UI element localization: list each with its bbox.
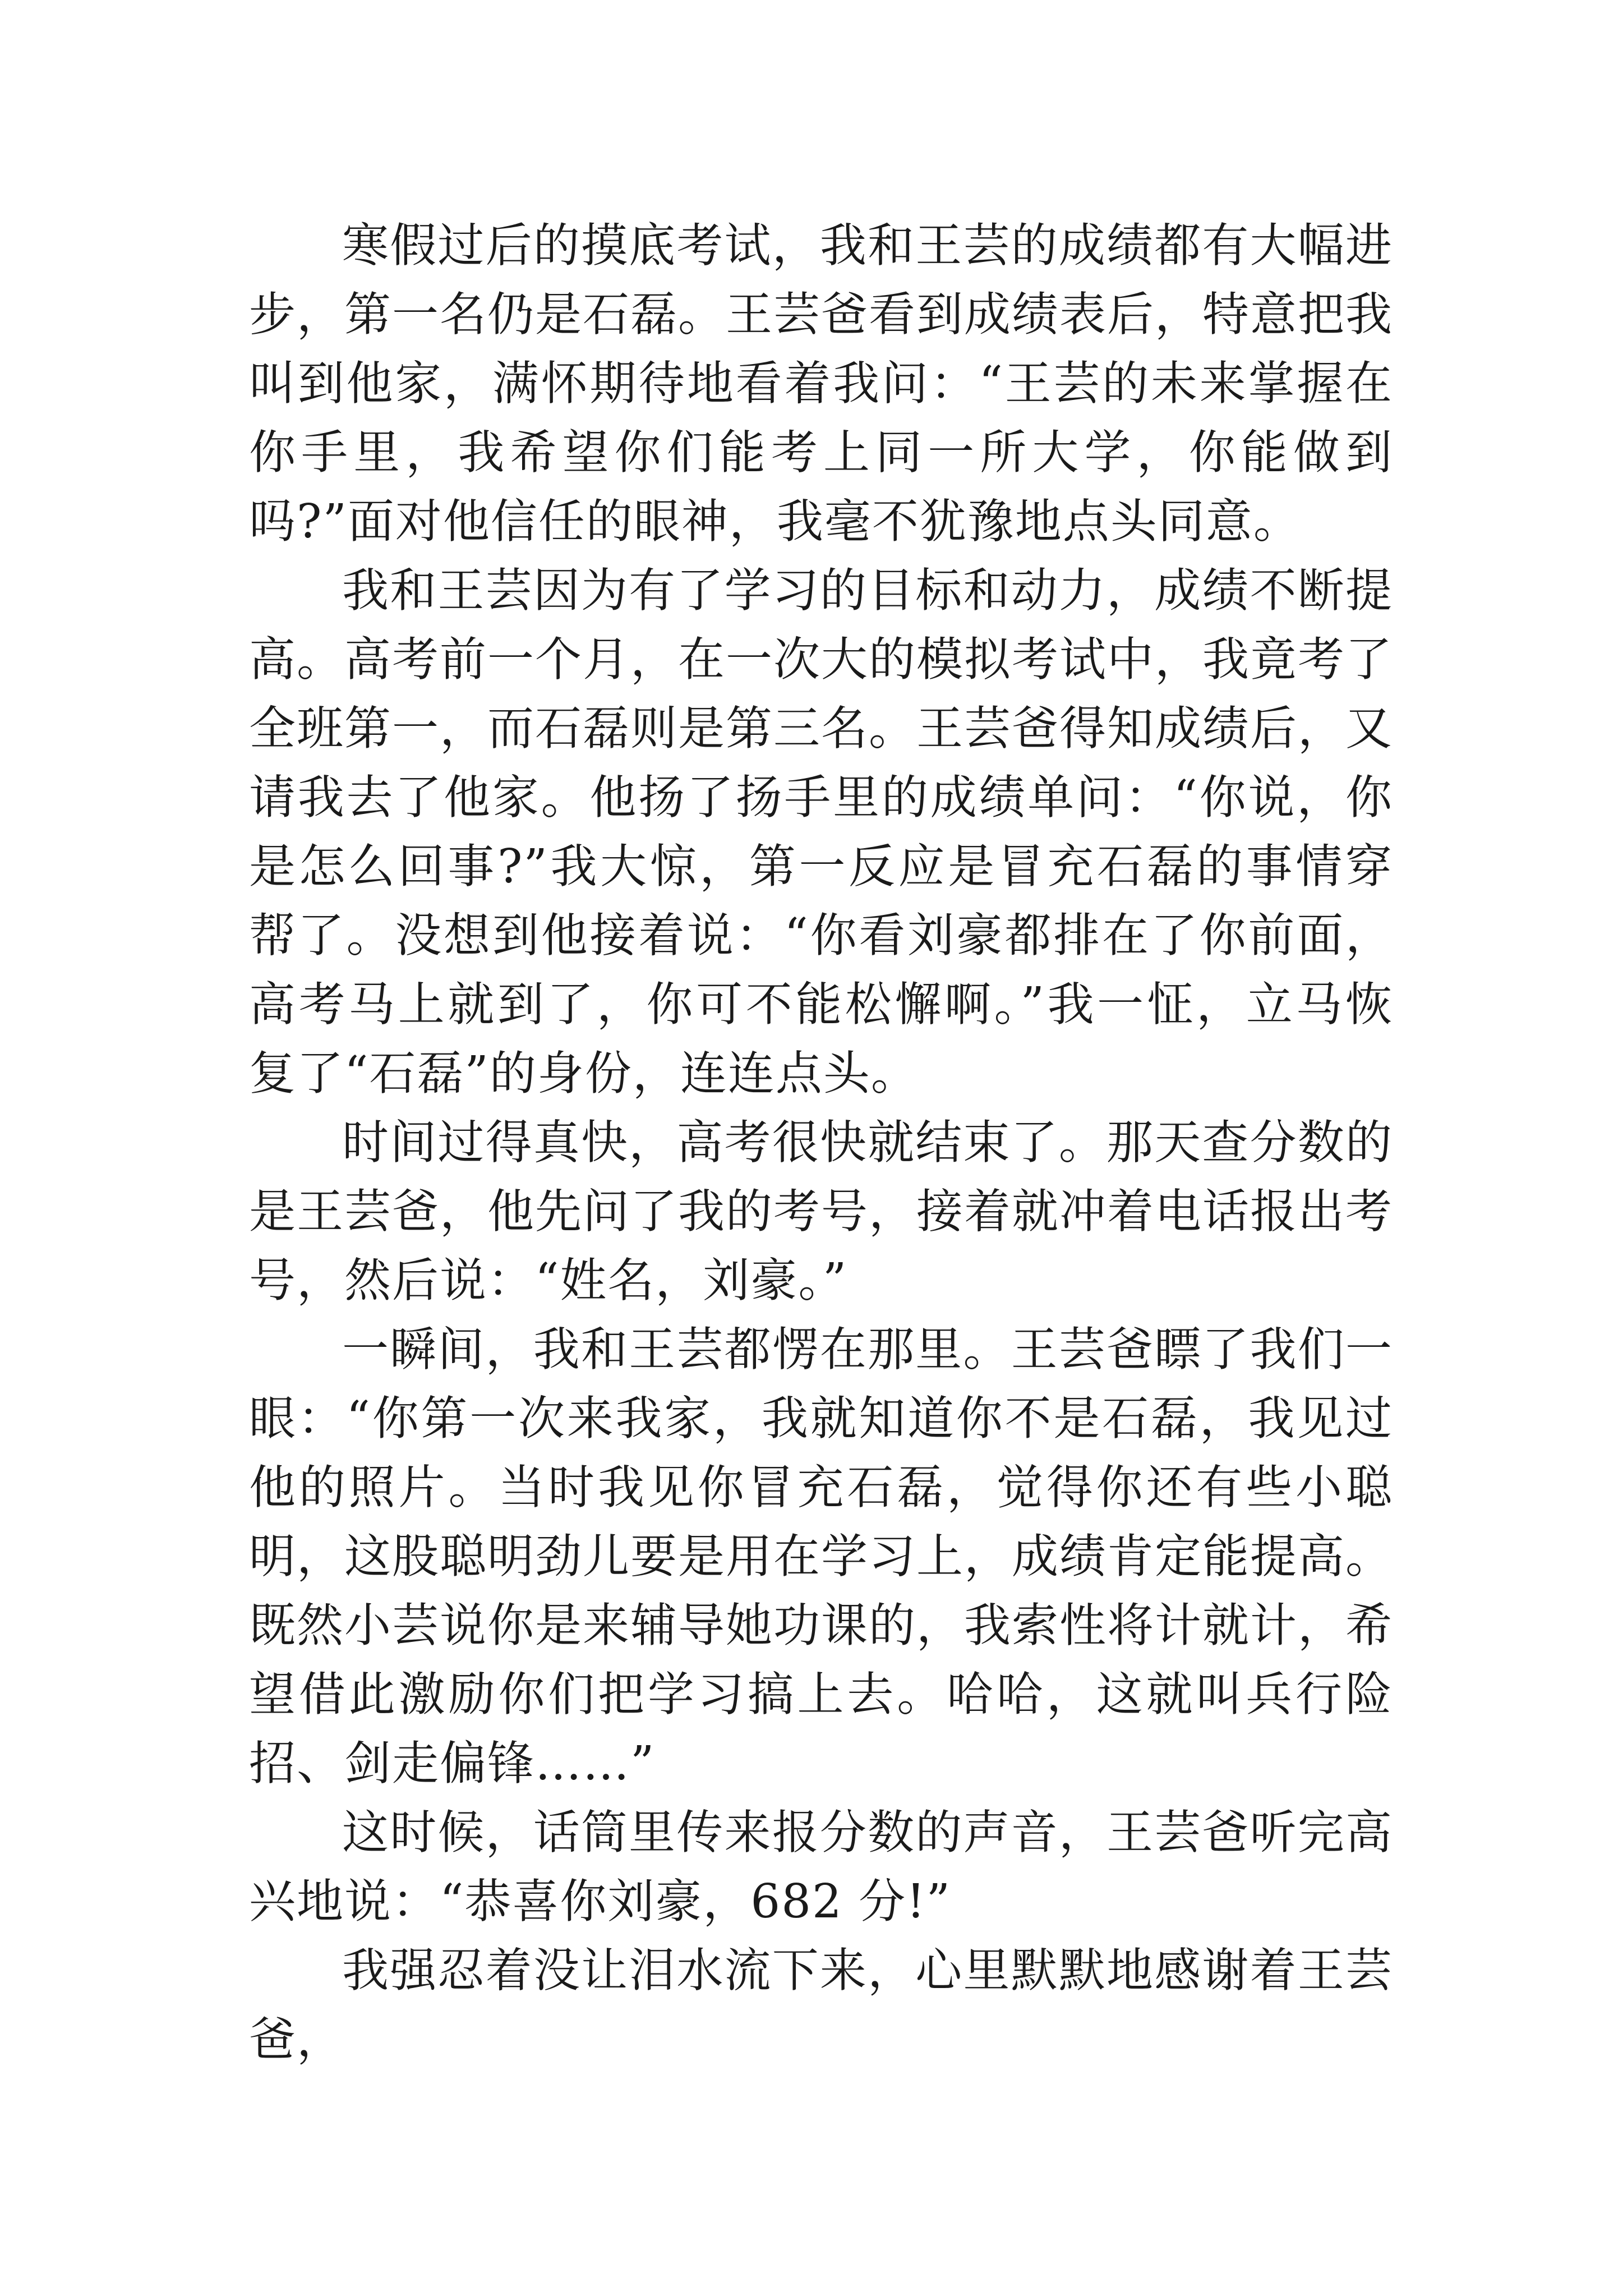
paragraph: 这时候，话筒里传来报分数的声音，王芸爸听完高兴地说：“恭喜你刘豪，682 分!” [249,1805,1393,1929]
paragraph: 时间过得真快，高考很快就结束了。那天查分数的是王芸爸，他先问了我的考号，接着就冲着电话报出考号，然后说：“姓名，刘豪。” [249,1115,1393,1308]
paragraph: 我强忍着没让泪水流下来，心里默默地感谢着王芸爸， [249,1943,1393,2067]
paragraph: 我和王芸因为有了学习的目标和动力，成绩不断提高。高考前一个月，在一次大的模拟考试中，我竟考了全班第一，而石磊则是第三名。王芸爸得知成绩后，又请我去了他家。他扬了扬手里的成绩单问：“你说，你是怎么回事?”我大惊，第一反应是冒充石磊的事情穿帮了。没想到他接着说：“你看刘豪都排在了你前面，高考马上就到了，你可不能松懈啊。”我一怔，立马恢复了“石磊”的身份，连连点头。 [249,563,1393,1101]
document-page [249,211,1393,2074]
paragraph: 寒假过后的摸底考试，我和王芸的成绩都有大幅进步，第一名仍是石磊。王芸爸看到成绩表后，特意把我叫到他家，满怀期待地看着我问：“王芸的未来掌握在你手里，我希望你们能考上同一所大学，你能做到吗?”面对他信任的眼神，我毫不犹豫地点头同意。 [249,218,1393,549]
paragraph: 一瞬间，我和王芸都愣在那里。王芸爸瞟了我们一眼：“你第一次来我家，我就知道你不是石磊，我见过他的照片。当时我见你冒充石磊，觉得你还有些小聪明，这股聪明劲儿要是用在学习上，成绩肯定能提高。既然小芸说你是来辅导她功课的，我索性将计就计，希望借此激励你们把学习搞上去。哈哈，这就叫兵行险招、剑走偏锋……” [249,1322,1393,1791]
